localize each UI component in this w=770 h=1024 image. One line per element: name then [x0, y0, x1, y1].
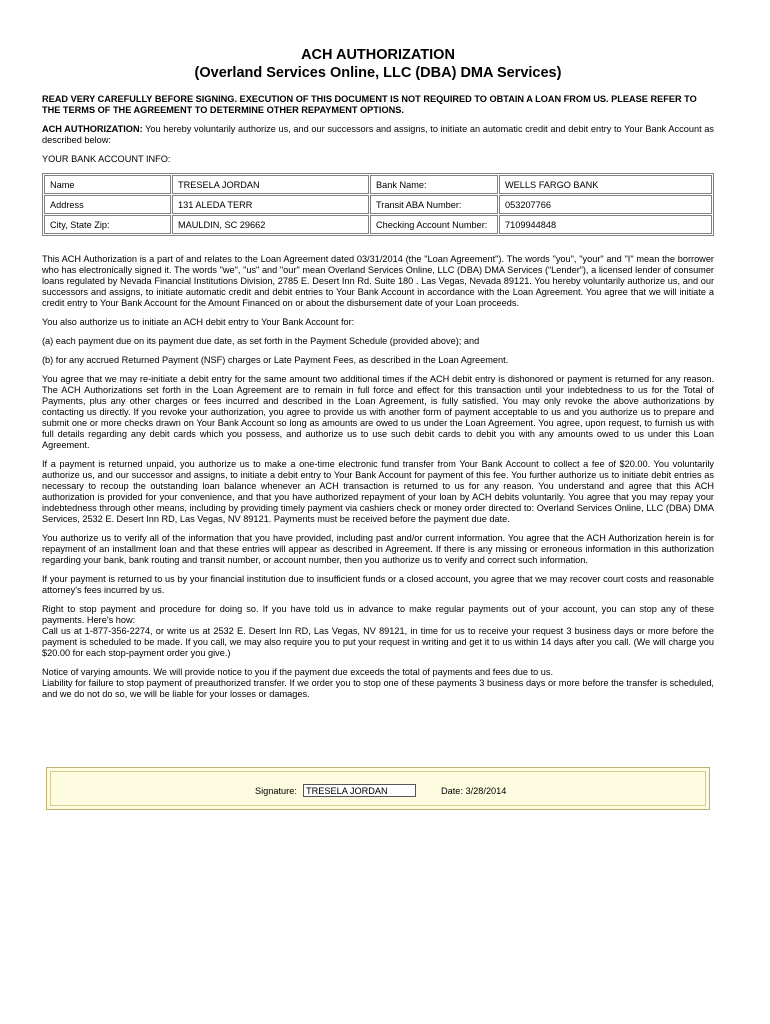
table-value: MAULDIN, SC 29662 — [172, 215, 369, 234]
table-label: Bank Name: — [370, 175, 498, 194]
paragraph-court-costs: If your payment is returned to us by your financial institution due to insufficient funds or a closed account, you agree that we may recover court costs and reasonable attorney's fees incurred by us. — [42, 574, 714, 595]
signature-panel — [46, 767, 710, 810]
paragraph-item-b: (b) for any accrued Returned Payment (NSF) charges or Late Payment Fees, as described in the Loan Agreement. — [42, 355, 509, 365]
signature-panel-inner — [50, 771, 706, 806]
paragraph-verify: You authorize us to verify all of the information that you have provided, including past and/or current information. You agree that the ACH Authorization herein is for repayment of an installment loan and that these entries will appear as described in Agreement. If there is any missing or erroneous information in this authorization regarding your bank, bank routing and transit number, or account number, then you authorize us to verify and correct such information. — [42, 533, 714, 565]
table-value: 053207766 — [499, 195, 712, 214]
ach-intro-label: ACH AUTHORIZATION: — [42, 124, 143, 134]
table-label: City, State Zip: — [44, 215, 171, 234]
document-body — [42, 46, 714, 700]
table-row — [44, 195, 712, 214]
document-title — [42, 46, 714, 82]
table-label: Transit ABA Number: — [370, 195, 498, 214]
notice-liability: Liability for failure to stop payment of preauthorized transfer. If we order you to stop one of these payments 3 business days or more before the transfer is scheduled, and we do not do so, we will be liable for your losses or damages. — [42, 678, 714, 699]
paragraph-debit-authorization: You also authorize us to initiate an ACH debit entry to Your Bank Account for: — [42, 317, 355, 327]
table-label: Address — [44, 195, 171, 214]
bank-info-heading: YOUR BANK ACCOUNT INFO: — [42, 154, 171, 164]
paragraph-reinitiate: You agree that we may re-initiate a debit entry for the same amount two additional times if the ACH debit entry is dishonored or payment is returned for any reason. The ACH Authorizations set forth in the Loan Agreement are to remain in full force and effect for this transaction until your indebtedness to us for the Total of Payments, plus any other charges or fees incurred and described in the Loan Agreement, is fully satisfied. You may only revoke the above authorizations by contacting us directly. If you revoke your authorization, you agree to provide us with another form of payment acceptable to us and you authorize us to prepare and submit one or more checks drawn on Your Bank Account so long as amounts are owed to us under the Loan Agreement. You agree, upon request, to furnish us with full details regarding any debit cards which you possess, and authorize us to use such debit cards to debit you with any amounts owed to us under this Loan Agreement. — [42, 374, 714, 450]
table-label: Checking Account Number: — [370, 215, 498, 234]
stop-payment-intro: Right to stop payment and procedure for doing so. If you have told us in advance to make regular payments out of your account, you can stop any of these payments. Here's how: — [42, 604, 714, 625]
bank-account-table — [42, 173, 714, 236]
paragraph-loan-agreement: This ACH Authorization is a part of and relates to the Loan Agreement dated 03/31/2014 (the "Loan Agreement"). The words "you", "your" and "I" mean the borrower who has electronically signed it. The words "we", "us" and "our" mean Overland Services Online, LLC (DBA) DMA Services (“Lender”), a licensed lender of consumer loans regulated by Nevada Financial Institutions Division, 2785 E. Desert Inn Rd. Suite 180 . Las Vegas, Nevada 89121. You hereby voluntarily authorize us, and our successors and assigns, to initiate automatic credit and debit entries to Your Bank Account in accordance with the Loan Agreement. You agree that we will initiate a credit entry to Your Bank Account for the Amount Financed on or about the disbursement date of your Loan proceeds. — [42, 254, 714, 308]
ach-intro — [42, 124, 714, 146]
stop-payment-procedure: Call us at 1-877-356-2274, or write us at 2532 E. Desert Inn RD, Las Vegas, NV 89121, in time for us to receive your request 3 business days or more before the payment is scheduled to be made. If you call, we may also require you to put your request in writing and get it to us within 14 days after you call. (We will charge you $20.00 for each stop-payment order you give.) — [42, 626, 714, 658]
table-value: TRESELA JORDAN — [172, 175, 369, 194]
table-value: 131 ALEDA TERR — [172, 195, 369, 214]
table-value: 7109944848 — [499, 215, 712, 234]
warning-notice: READ VERY CAREFULLY BEFORE SIGNING. EXECUTION OF THIS DOCUMENT IS NOT REQUIRED TO OBTAIN A LOAN FROM US. PLEASE REFER TO THE TERMS OF THE AGREEMENT TO DETERMINE OTHER REPAYMENT OPTIONS. — [42, 94, 697, 115]
notice-varying-amounts: Notice of varying amounts. We will provide notice to you if the payment due exceeds the total of payments and fees due to us. — [42, 667, 554, 677]
table-row — [44, 215, 712, 234]
signature-label: Signature: — [255, 786, 297, 796]
title-line-2: (Overland Services Online, LLC (DBA) DMA Services) — [194, 65, 562, 81]
paragraph-item-a: (a) each payment due on its payment due date, as set forth in the Payment Schedule (provided above); and — [42, 336, 480, 346]
title-line-1: ACH AUTHORIZATION — [301, 47, 455, 63]
signature-date: Date: 3/28/2014 — [441, 786, 507, 796]
signature-field[interactable]: TRESELA JORDAN — [303, 784, 416, 797]
paragraph-returned-payment: If a payment is returned unpaid, you authorize us to make a one-time electronic fund transfer from Your Bank Account to collect a fee of $20.00. You voluntarily authorize us, and our successor and assigns, to initiate a debit entry to Your Bank Account for payment of this fee. You further authorize us to initiate debit entries as necessary to recoup the outstanding loan balance whenever an ACH transaction is returned to us for any reason. You understand and agree that this ACH authorization is provided for your convenience, and that you have authorized repayment of your loan by ACH debits voluntarily. You agree that you may repay your indebtedness through other means, including by providing timely payment via cashiers check or money order directed to: Overland Services Online, LLC (DBA) DMA Services, 2532 E. Desert Inn RD, Las Vegas, NV 89121. Payments must be received before the payment due date. — [42, 459, 714, 524]
table-row — [44, 175, 712, 194]
paragraph-stop-payment — [42, 604, 714, 659]
ach-intro-text: You hereby voluntarily authorize us, and our successors and assigns, to initiate an automatic credit and debit entry to Your Bank Account as described below: — [42, 124, 714, 145]
table-label: Name — [44, 175, 171, 194]
table-value: WELLS FARGO BANK — [499, 175, 712, 194]
paragraph-notices — [42, 667, 714, 700]
